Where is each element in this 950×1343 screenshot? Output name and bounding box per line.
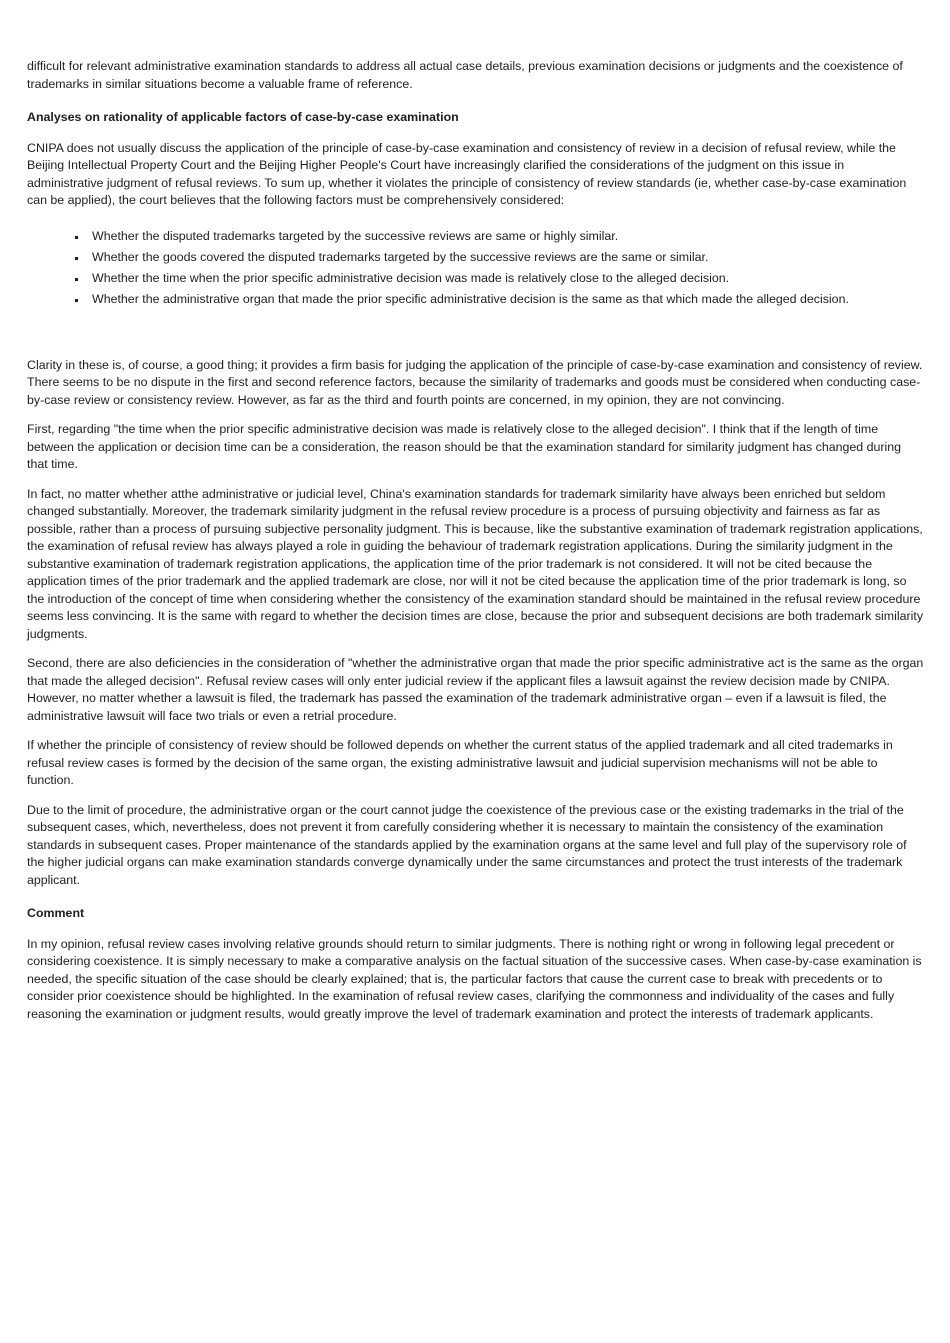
comment-heading: Comment (27, 906, 85, 921)
intro-paragraph: difficult for relevant administrative examination standards to address all actual case details, previous examination decisions or judgments and the coexistence of trademarks in similar situations become a valuable frame of reference. (27, 59, 903, 91)
bullet-item-3: ▪ Whether the time when the prior specific administrative decision was made is relatively close to the alleged decision. (87, 268, 924, 289)
paragraph-first-point: First, regarding "the time when the prior specific administrative decision was made is relatively close to the alleged decision". I think that if the length of time between the application or decision time can be a consideration, the reason should be that the examination standard for similarity judgment has changed during that time. (27, 422, 902, 472)
section-heading-analyses: Analyses on rationality of applicable factors of case-by-case examination (27, 110, 459, 124)
paragraph-cnipa: CNIPA does not usually discuss the application of the principle of case-by-case examination and consistency of review in a decision of refusal review, while the Beijing Intellectual Property Court and the Beijing Higher People's Court have increasingly clarified the considerations of the judgment on this issue in administrative judgment of refusal reviews. To sum up, whether it violates the principle of consistency of review standards (ie, whether case-by-case examination can be applied), the court believes that the following factors must be comprehensively considered: (27, 140, 907, 207)
paragraph-opinion: In my opinion, refusal review cases involving relative grounds should return to similar judgments. There is nothing right or wrong in following legal precedent or considering coexistence. It is simply necessary to make a comparative analysis on the factual situation of the successive cases. When case-by-case examination is needed, the specific situation of the case should be clearly explained; that is, the particular factors that cause the current case to break with precedents or to consider prior coexistence should be highlighted. In the examination of refusal review cases, clarifying the commonness and individuality of the cases and fully reasoning the examination or judgment results, would greatly improve the level of trademark examination and protect the interests of trademark applicants. (27, 936, 922, 1021)
paragraph-clarity: Clarity in these is, of course, a good thing; it provides a firm basis for judging the application of the principle of case-by-case examination and consistency of review. There seems to be no dispute in the first and second reference factors, because the similarity of trademarks and goods must be considered when conducting case-by-case review or consistency review. However, as far as the third and fourth points are concerned, in my opinion, they are not convincing. (27, 357, 923, 407)
bullet-item-2: ▪ Whether the goods covered the disputed trademarks targeted by the successive reviews are the same or similar. (87, 247, 924, 268)
bullet-item-1: ▪ Whether the disputed trademarks targeted by the successive reviews are same or highly similar. (87, 226, 924, 247)
paragraph-due-to-limit: Due to the limit of procedure, the administrative organ or the court cannot judge the coexistence of the previous case or the existing trademarks in the trial of the subsequent cases, which, nevertheless, does not prevent it from carefully considering whether it is necessary to maintain the consistency of the examination standards in subsequent cases. Proper maintenance of the standards applied by the examination organs at the same level and full play of the supervisory role of the higher judicial organs can make examination standards converge dynamically under the same circumstances and protect the trust interests of the trademark applicant. (27, 802, 907, 887)
factor-bullet-list (27, 226, 924, 311)
paragraph-in-fact: In fact, no matter whether atthe administrative or judicial level, China's examination standards for trademark similarity have always been enriched but seldom changed substantially. Moreover, the trademark similarity judgment in the refusal review procedure is a process of pursuing objectivity and fairness as far as possible, rather than a process of pursuing subjective personality judgment. This is because, like the substantive examination of trademark registration applications, the examination of refusal review has always played a role in guiding the behaviour of trademark registration applications. During the similarity judgment in the substantive examination of trademark registration applications, the application time of the prior trademark is not considered. It will not be cited because the application times of the prior trademark and the applied trademark are close, nor will it not be cited because the application time of the prior trademark is long, so the introduction of the concept of time when considering whether the consistency of the examination standard should be maintained in the refusal review procedure seems less convincing. It is the same with regard to whether the decision times are close, because the prior and subsequent decisions are both trademark similarity judgments. (27, 486, 924, 641)
paragraph-if-principle: If whether the principle of consistency of review should be followed depends on whether the current status of the applied trademark and all cited trademarks in refusal review cases is formed by the decision of the same organ, the existing administrative lawsuit and judicial supervision mechanisms will not be able to function. (27, 738, 893, 788)
paragraph-second-point: Second, there are also deficiencies in the consideration of "whether the administrative organ that made the prior specific administrative act is the same as the organ that made the alleged decision". Refusal review cases will only enter judicial review if the applicant files a lawsuit against the review decision made by CNIPA. However, no matter whether a lawsuit is filed, the trademark has passed the examination of the trademark administrative organ – even if a lawsuit is filed, the administrative lawsuit will face two trials or even a retrial procedure. (27, 656, 924, 723)
bullet-item-4: ▪ Whether the administrative organ that made the prior specific administrative decision is the same as that which made the alleged decision. (87, 289, 924, 310)
